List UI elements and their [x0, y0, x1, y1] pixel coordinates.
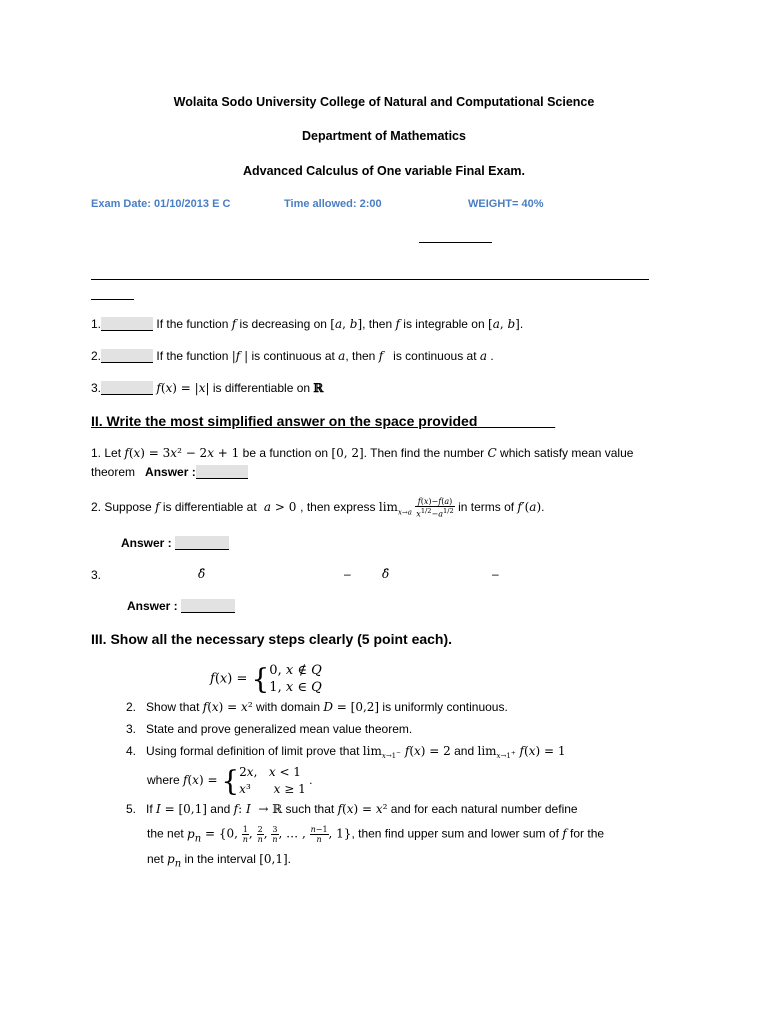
- part3-q5-line3: net $p_n$ in the interval [0,1].: [147, 852, 291, 870]
- exam-date: Exam Date: 01/10/2013 E C: [91, 198, 231, 210]
- answer-blank[interactable]: [101, 317, 153, 331]
- part3-q4-where: where f(x) = {2x, x < 1 x³ x ≥ 1 .: [147, 764, 313, 798]
- part2-q2-answer: Answer :: [121, 536, 229, 550]
- part1-item-2: 2. If the function |f | is continuous at a, then f is continuous at a .: [91, 349, 494, 363]
- answer-blank[interactable]: [101, 349, 153, 363]
- part3-q5-line2: the net $p_n = \{0$, $\frac{1}{n}$ , $\frac{2}{n}$ , $\frac{3}{n}$ , … , $\frac{n-1}{n}$ , 1}, then find upper sum and lower sum of f for the: [147, 825, 605, 845]
- part2-q1: 1. Let f(x) = 3x² − 2x + 1 be a function on [0, 2]. Then find the number C which satisfy mean value: [91, 446, 634, 460]
- exam-weight: WEIGHT= 40%: [468, 198, 544, 210]
- part1-item-3: 3. f(x) = |x| is differentiable on ℝ: [91, 381, 324, 395]
- part2-q1-line2: theorem Answer :: [91, 465, 248, 479]
- part2-q2: 2. Suppose f is differentiable at a > 0 , then express $\lim_{x\to a}$ $\frac{f(x)-f(a)}{x^{1/2}-a^{1/2}}$ in terms of f′(a).: [91, 497, 545, 519]
- part2-q3: 3.: [91, 568, 102, 582]
- time-allowed: Time allowed: 2:00: [284, 198, 382, 210]
- part3-heading: III. Show all the necessary steps clearly (5 point each).: [91, 631, 453, 647]
- part2-heading: II. Write the most simplified answer on the space provided: [91, 413, 478, 429]
- university-title: Wolaita Sodo University College of Natural and Computational Science: [173, 95, 595, 109]
- answer-blank[interactable]: [175, 536, 229, 550]
- part3-q4: 4. Using formal definition of limit prove that $\lim_{x\to 1^-} f(x) = 2$ and $\lim_{x\to 1^+} f(x) = 1$: [126, 744, 566, 761]
- delta-symbol: δ̂: [382, 567, 390, 581]
- department-title: Department of Mathematics: [302, 129, 466, 143]
- delta-symbol: δ̂: [198, 567, 206, 581]
- part3-q5: 5. If I = [0,1] and f: I → ℝ such that f(x) = x² and for each natural number define: [126, 802, 578, 816]
- answer-blank[interactable]: [196, 465, 248, 479]
- dirichlet-function: f(x) = {0, x ∉ Q 1, x ∈ Q: [210, 662, 322, 696]
- part3-q2: 2. Show that f(x) = x² with domain D = [0,2] is uniformly continuous.: [126, 700, 508, 714]
- answer-blank[interactable]: [181, 599, 235, 613]
- part1-item-1: 1. If the function f is decreasing on [a, b], then f is integrable on [a, b].: [91, 317, 524, 331]
- separator-line-short: [91, 299, 134, 300]
- answer-blank[interactable]: [101, 381, 153, 395]
- exam-title: Advanced Calculus of One variable Final Exam.: [242, 164, 526, 178]
- part3-q3: 3. State and prove generalized mean value theorem.: [126, 722, 413, 736]
- dash-symbol: –: [492, 567, 499, 581]
- part2-q3-answer: Answer :: [127, 599, 235, 613]
- dash-symbol: –: [344, 567, 351, 581]
- name-line: [419, 242, 492, 243]
- separator-line: [91, 279, 649, 280]
